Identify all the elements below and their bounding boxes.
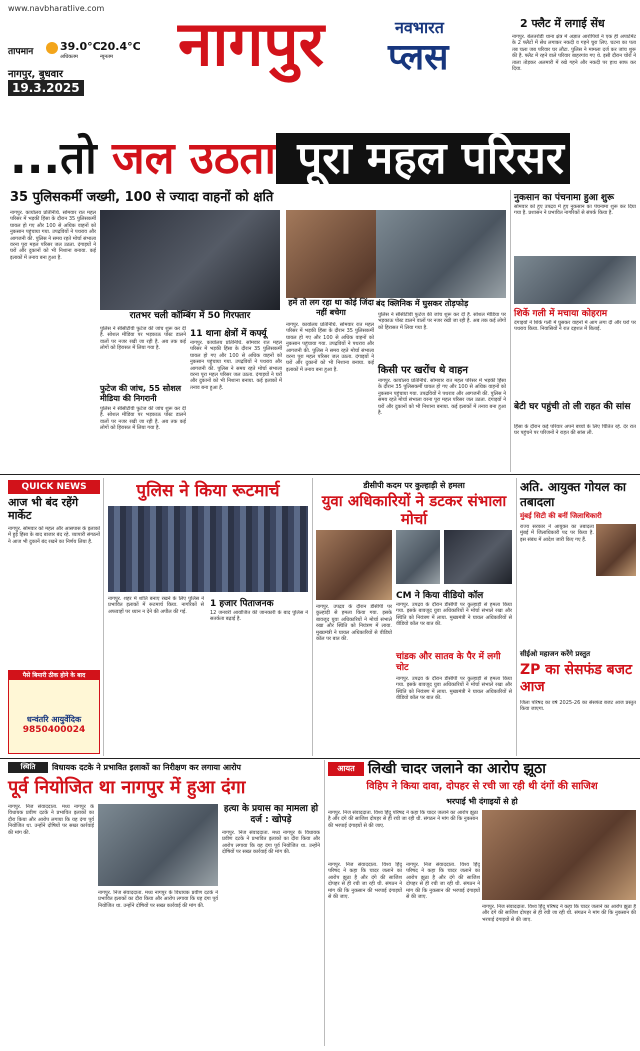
lead-sub3: बंद क्लिनिक में घुसकर तोड़फोड़: [376, 299, 469, 308]
edition-date: 19.3.2025: [8, 80, 84, 96]
right-col-divider: [510, 190, 511, 472]
banner-headline: [10, 130, 630, 188]
lead-photo-clinic: [376, 210, 506, 298]
ad-title: पैसे बिमारी ठीक होने के बाद: [9, 671, 99, 680]
lead-col5b-text: नागपुर. कार्यालय प्रतिनिधि. सोमवार रात महल परिसर में भड़की हिंसा के दौरान 35 पुलिसकर्मी घायल हो गए और 100 से अधिक वाहनों को नुकसान पहुंचाया गया. उपद्रवियों ने पथराव और आगजनी की. पुलिस ने समय रहते मोर्चा संभाला वरना पूरा महल परिसर जल उठता. दंगाइयों ने घरों और दुकानों को भी निशाना बनाया. कई इलाकों में तनाव बना हुआ है.: [378, 378, 506, 417]
quick-news-title: आज भी बंद रहेंगे मार्केट: [8, 496, 79, 522]
temp-max-label: अधिकतम: [60, 54, 78, 60]
bottom-left-text2: नागपुर. निज संवाददाता. मध्य नागपुर के विधायक प्रवीण दटके ने प्रभावित इलाकों का दौरा किया और आरोप लगाया कि यह दंगा पूर्व नियोजित था. उन्होंने दोषियों पर सख्त कार्रवाई की मांग की.: [98, 890, 218, 909]
lead-photo1-caption: रातभर चली कॉम्बिंग में 50 गिरफ्तार: [100, 310, 280, 322]
lead-headline: 35 पुलिसकर्मी जख्मी, 100 से ज्यादा वाहनों को क्षति: [10, 190, 274, 205]
bottom-left-text1: नागपुर. निज संवाददाता. मध्य नागपुर के विधायक प्रवीण दटके ने प्रभावित इलाकों का दौरा किया और आरोप लगाया कि यह दंगा पूर्व नियोजित था. उन्होंने दोषियों पर सख्त कार्रवाई की मांग की.: [8, 804, 94, 836]
quick-news-text: नागपुर. सोमवार को महल और आसपास के इलाकों में हुई हिंसा के बाद बाजार बंद रहे. व्यापारी संगठनों ने आज भी दुकानें बंद रखने का निर्णय लिया है.: [8, 526, 100, 545]
mid-sub1: CM ने किया वीडियो कॉल: [396, 591, 484, 601]
route-march-sub: 1 हजार पिताजनक: [210, 599, 274, 609]
mid-headline: युवा अधिकारियों ने डटकर संभाला मोर्चा: [321, 492, 507, 528]
right-text1: सोमवार को हुए उपद्रव में हुए नुकसान का पंचनामा शुरू कर दिया गया है. प्रशासन ने प्रभावित नागरिकों से संपर्क किया है.: [514, 204, 636, 217]
temp-min-label: न्यूनतम: [100, 54, 113, 60]
right-mid-text: राज्य सरकार ने आयुक्त का तबादला मुंबई में जिलाधिकारी पद पर किया है. इस संबंध में आदेश जारी किए गए हैं.: [520, 524, 594, 543]
masthead-sub-bottom: प्लस: [388, 37, 449, 78]
right-mid-text2: जिला परिषद का वर्ष 2025-26 का सेसफंड बजट आज प्रस्तुत किया जाएगा.: [520, 700, 636, 713]
route-march-subtext: 12 जनवरी आयोजित की जानकारी के बाद पुलिस ने सतर्कता बढ़ाई है.: [210, 610, 308, 623]
masthead-sub-top: नवभारत: [395, 18, 444, 37]
quick-divider: [103, 478, 104, 756]
bottom-right-photo: [482, 810, 636, 900]
right-text2: दंगाइयों ने शिर्के गली में घुसकर वाहनों में आग लगा दी और घरों पर पथराव किया. निवासियों ने रात दहशत में बिताई.: [514, 320, 636, 333]
right-mid-title: अति. आयुक्त गोयल का तबादला: [520, 480, 626, 509]
bottom-right-text1: नागपुर. निज संवाददाता. विश्व हिंदू परिषद ने कहा कि चादर जलाने का आरोप झूठा है और दंगे की साजिश दोपहर से ही रची जा रही थी. संगठन ने मांग की कि नुकसान की भरपाई दंगाइयों से की जाए.: [328, 810, 478, 829]
mid-divider: [312, 478, 313, 756]
quick-news-label: QUICK NEWS: [8, 480, 100, 494]
right-mid-kicker: सीईओ महाजन करेंगे प्रस्तुत: [520, 650, 591, 658]
right-mid-title2: ZP का सेसफंड बजट आज: [520, 662, 633, 695]
masthead-title: नागपुर: [178, 7, 324, 80]
bottom-right-headline: विहिप ने किया दावा, दोपहर से रची जा रही थी दंगों की साजिश: [366, 781, 598, 792]
mid-text3: नागपुर. उपद्रव के दौरान डीसीपी पर कुल्हाड़ी से हमला किया गया. इसके बावजूद युवा अधिकारियों ने मोर्चा संभाले रखा और स्थिति को नियंत्रण में लाया. मुख्यमंत्री ने घायल अधिकारियों से वीडियो कॉल पर बात की.: [396, 676, 512, 702]
lead-col3-text: नागपुर. कार्यालय प्रतिनिधि. सोमवार रात महल परिसर में भड़की हिंसा के दौरान 35 पुलिसकर्मी घायल हो गए और 100 से अधिक वाहनों को नुकसान पहुंचाया गया. उपद्रवियों ने पथराव और आगजनी की. पुलिस ने समय रहते मोर्चा संभाला वरना पूरा महल परिसर जल उठता. दंगाइयों ने घरों और दुकानों को भी निशाना बनाया. कई इलाकों में तनाव बना हुआ है.: [190, 340, 282, 391]
banner-part2: जल उठता: [111, 133, 276, 184]
route-march-text: नागपुर. शहर में शांति बनाए रखने के लिए पुलिस ने प्रभावित इलाकों में रूटमार्च किया. नागरिकों से अफवाहों पर ध्यान न देने की अपील की गई.: [108, 596, 204, 615]
bottom-divider: [324, 760, 325, 1046]
bottom-right-text3: नागपुर. निज संवाददाता. विश्व हिंदू परिषद ने कहा कि चादर जलाने का आरोप झूठा है और दंगे की साजिश दोपहर से ही रची जा रही थी. संगठन ने मांग की कि नुकसान की भरपाई दंगाइयों से की जाए.: [406, 862, 480, 901]
ad-phone: 9850400024: [22, 725, 86, 735]
bottom-right-kicker: लिखी चादर जलाने का आरोप झूठा: [368, 761, 546, 777]
weather-label: तापमान: [8, 47, 34, 57]
city-day: नागपुर, बुधवार: [8, 69, 63, 80]
right-top-text: नागपुर. बेलतरोडी थाना क्षेत्र में अज्ञात आरोपियों ने एक ही अपार्टमेंट के 2 फ्लैटों में सेंध लगाकर नकदी व गहने चुरा लिए. घटना का पता तब चला जब परिवार घर लौटा. पुलिस ने मामला दर्ज कर जांच शुरू की है. फ्लैट में रहने वाले परिवार बाहरगांव गए थे. इसी दौरान चोरों ने ताला तोड़कर अलमारी में रखे गहने और नकदी पर हाथ साफ कर दिया.: [512, 34, 636, 73]
right-top-title: 2 फ्लैट में लगाई सेंध: [520, 17, 605, 30]
mid-photo3: [444, 530, 512, 584]
lead-sub4: किसी पर खरोंच थे वाहन: [378, 365, 468, 376]
section-divider-1: [0, 474, 640, 475]
bottom-right-kicker-label: आयत: [328, 762, 364, 776]
right-mid-divider: [516, 478, 517, 756]
right-title3: बेटी घर पहुंची तो ली राहत की सांस: [514, 402, 631, 412]
lead-photo2-caption: हमें तो लग रहा था कोई जिंदा नहीं बचेगा: [286, 298, 376, 318]
lead-photo-police: [100, 210, 280, 310]
bottom-right-sub: भरपाई भी दंगाइयों से हो: [446, 797, 518, 806]
lead-col5-text: पुलिस ने सीसीटीवी फुटेज की जांच शुरू कर दी है. सोशल मीडिया पर भड़काऊ पोस्ट डालने वालों पर नजर रखी जा रही है. अब तक कई लोगों को हिरासत में लिया गया है.: [378, 312, 506, 331]
lead-sub2: 11 थाना क्षेत्रों में कर्फ्यू: [190, 329, 267, 339]
lead-col2-text: पुलिस ने सीसीटीवी फुटेज की जांच शुरू कर दी है. सोशल मीडिया पर भड़काऊ पोस्ट डालने वालों पर नजर रखी जा रही है. अब तक कई लोगों को हिरासत में लिया गया है.: [100, 326, 186, 352]
bottom-left-text3: नागपुर. निज संवाददाता. मध्य नागपुर के विधायक प्रवीण दटके ने प्रभावित इलाकों का दौरा किया और आरोप लगाया कि यह दंगा पूर्व नियोजित था. उन्होंने दोषियों पर सख्त कार्रवाई की मांग की.: [222, 830, 320, 856]
bottom-left-side-title: हत्या के प्रयास का मामला हो दर्ज : खोपड़े: [223, 804, 319, 825]
banner-part1: ...तो: [10, 133, 112, 184]
mid-kicker: डीसीपी कदम पर कुल्हाड़ी से हमला: [363, 481, 465, 490]
route-march-photo: [108, 506, 308, 592]
bottom-right-text4: नागपुर. निज संवाददाता. विश्व हिंदू परिषद ने कहा कि चादर जलाने का आरोप झूठा है और दंगे की साजिश दोपहर से ही रची जा रही थी. संगठन ने मांग की कि नुकसान की भरपाई दंगाइयों से की जाए.: [482, 904, 636, 923]
masthead: [0, 0, 640, 96]
bottom-left-kicker-label: स्थिति: [8, 762, 48, 773]
banner-part3: पूरा महल परिसर: [276, 133, 570, 184]
temp-max: 39.0°C: [60, 40, 101, 53]
right-mid-sub: मुंबई सिटी की बनीं जिलाधिकारी: [520, 512, 602, 520]
lead-col2b-text: पुलिस ने सीसीटीवी फुटेज की जांच शुरू कर दी है. सोशल मीडिया पर भड़काऊ पोस्ट डालने वालों पर नजर रखी जा रही है. अब तक कई लोगों को हिरासत में लिया गया है.: [100, 406, 186, 432]
ad-box[interactable]: [8, 670, 100, 754]
right-mid-photo: [596, 524, 636, 576]
mid-text2: नागपुर. उपद्रव के दौरान डीसीपी पर कुल्हाड़ी से हमला किया गया. इसके बावजूद युवा अधिकारियों ने मोर्चा संभाले रखा और स्थिति को नियंत्रण में लाया. मुख्यमंत्री ने घायल अधिकारियों से वीडियो कॉल पर बात की.: [396, 602, 512, 628]
site-url[interactable]: www.navbharatlive.com: [8, 4, 105, 13]
right-title1: नुकसान का पंचनामा हुआ शुरू: [514, 193, 615, 203]
right-text3: हिंसा के दौरान कई परिवार अपने बच्चों के लिए चिंतित रहे. देर रात घर पहुंचने पर परिजनों ने राहत की सांस ली.: [514, 424, 636, 437]
mid-photo2: [396, 530, 440, 584]
bottom-right-text2: नागपुर. निज संवाददाता. विश्व हिंदू परिषद ने कहा कि चादर जलाने का आरोप झूठा है और दंगे की साजिश दोपहर से ही रची जा रही थी. संगठन ने मांग की कि नुकसान की भरपाई दंगाइयों से की जाए.: [328, 862, 402, 901]
bottom-left-photo: [98, 804, 218, 886]
lead-body: नागपुर. कार्यालय प्रतिनिधि. सोमवार रात महल परिसर में भड़की हिंसा के दौरान 35 पुलिसकर्मी घायल हो गए और 100 से अधिक वाहनों को नुकसान पहुंचाया गया. उपद्रवियों ने पथराव और आगजनी की. पुलिस ने समय रहते मोर्चा संभाला वरना पूरा महल परिसर जल उठता. दंगाइयों ने घरों और दुकानों को भी निशाना बनाया. कई इलाकों में तनाव बना हुआ है.: [10, 210, 96, 261]
mid-text1: नागपुर. उपद्रव के दौरान डीसीपी पर कुल्हाड़ी से हमला किया गया. इसके बावजूद युवा अधिकारियों ने मोर्चा संभाले रखा और स्थिति को नियंत्रण में लाया. मुख्यमंत्री ने घायल अधिकारियों से वीडियो कॉल पर बात की.: [316, 604, 392, 643]
bottom-left-headline: पूर्व नियोजित था नागपुर में हुआ दंगा: [8, 777, 246, 798]
lead-sub1: फुटेज की जांच, 55 सोशल मीडिया की निगरानी: [100, 384, 182, 403]
sun-icon: [46, 42, 58, 54]
mid-photo1: [316, 530, 392, 600]
right-photo: [514, 256, 636, 304]
right-title2: शिर्के गली में मचाया कोहराम: [514, 309, 608, 319]
temp-min: 20.4°C: [100, 40, 141, 53]
section-divider-2: [0, 758, 640, 759]
route-march-headline: पुलिस ने किया रूटमार्च: [136, 481, 280, 501]
mid-sub2: चांडक और सातव के पैर में लगी चोट: [396, 652, 501, 673]
lead-col4-text: नागपुर. कार्यालय प्रतिनिधि. सोमवार रात महल परिसर में भड़की हिंसा के दौरान 35 पुलिसकर्मी घायल हो गए और 100 से अधिक वाहनों को नुकसान पहुंचाया गया. उपद्रवियों ने पथराव और आगजनी की. पुलिस ने समय रहते मोर्चा संभाला वरना पूरा महल परिसर जल उठता. दंगाइयों ने घरों और दुकानों को भी निशाना बनाया. कई इलाकों में तनाव बना हुआ है.: [286, 322, 374, 373]
bottom-left-kicker: विधायक दटके ने प्रभावित इलाकों का निरीक्षण कर लगाया आरोप: [52, 763, 241, 772]
ad-name: धन्वंतरि आयुर्वेदिक: [26, 715, 82, 724]
